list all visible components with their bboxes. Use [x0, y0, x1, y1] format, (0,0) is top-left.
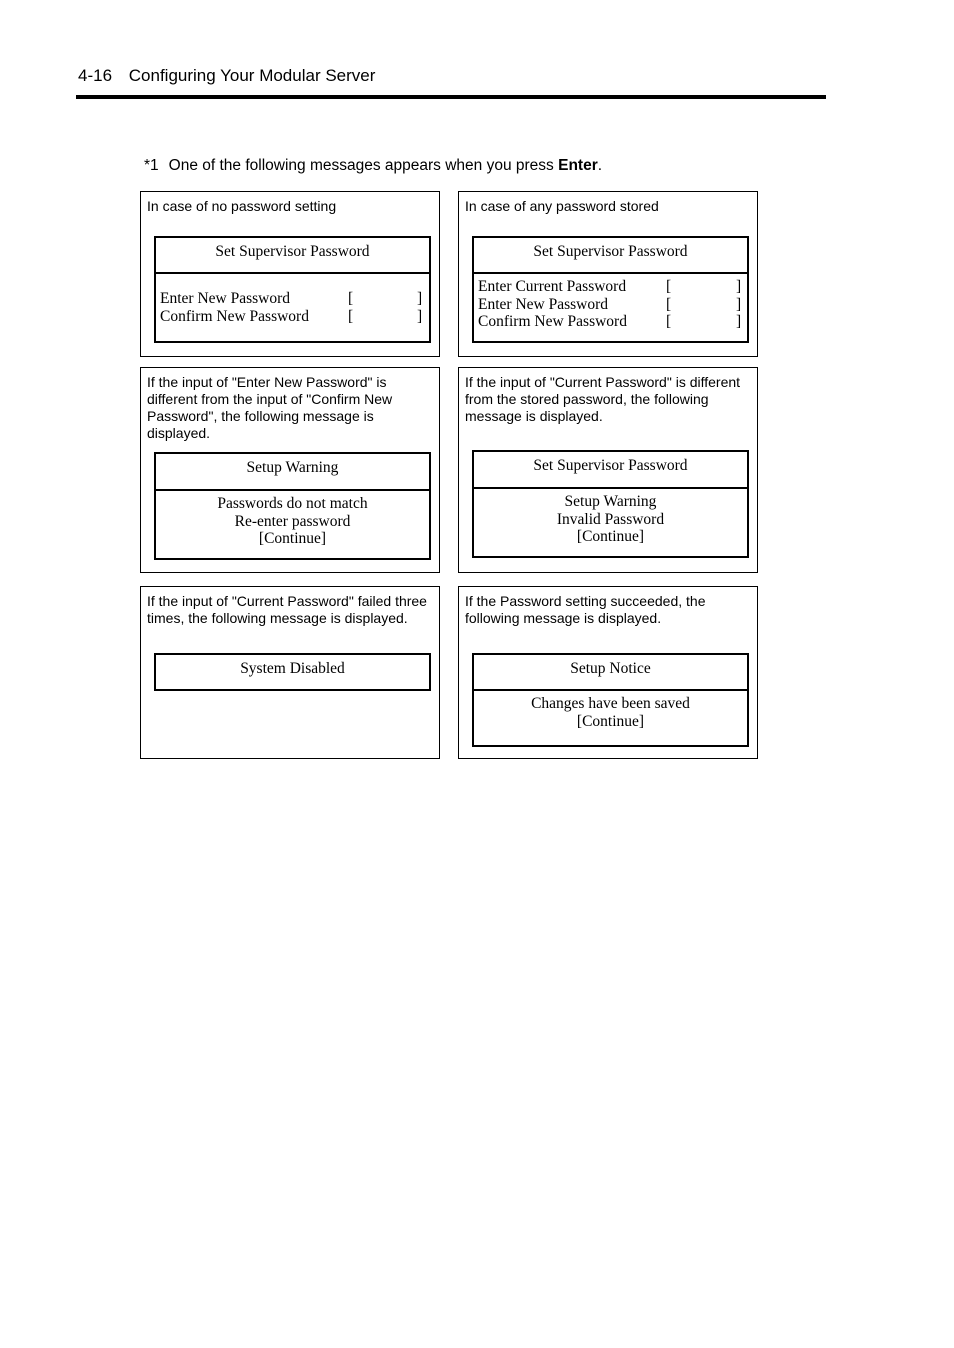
panel-caption: In case of any password stored: [465, 198, 659, 214]
message-line: Changes have been saved: [531, 695, 690, 712]
field-bracket-close: ]: [736, 295, 742, 313]
field-bracket-open: [: [348, 307, 354, 325]
message-line: Re-enter password: [234, 512, 351, 530]
dialog-title: Set Supervisor Password: [156, 238, 429, 274]
header-rule: [76, 95, 826, 99]
field-label: Enter New Password: [160, 290, 291, 307]
enter-key-label: Enter: [558, 157, 598, 174]
field-bracket-open: [: [666, 313, 672, 330]
dialog-title: Setup Notice: [474, 655, 747, 691]
setup-warning-dialog: [154, 452, 431, 560]
field-bracket-open: [: [348, 290, 354, 307]
field-bracket-close: ]: [417, 290, 423, 307]
panel-setting-succeeded: [458, 586, 758, 759]
set-supervisor-password-dialog: [472, 450, 749, 558]
panel-system-disabled: [140, 586, 440, 759]
continue-option[interactable]: [Continue]: [576, 712, 645, 730]
enter-new-password-field[interactable]: [474, 296, 747, 314]
field-bracket-close: ]: [736, 313, 742, 330]
confirm-new-password-field[interactable]: [474, 313, 747, 331]
field-bracket-close: ]: [736, 278, 742, 295]
field-bracket-open: [: [666, 278, 672, 295]
dialog-title: System Disabled: [240, 660, 345, 677]
enter-current-password-field[interactable]: [474, 278, 747, 296]
panel-password-mismatch: [140, 367, 440, 573]
footnote-period: .: [597, 157, 603, 174]
system-disabled-dialog: [154, 653, 431, 691]
panel-caption: If the input of "Current Password" failed three times, the following message is displayed.: [147, 593, 427, 626]
page-number: 4-16: [78, 66, 113, 85]
set-supervisor-password-dialog: [154, 236, 431, 343]
field-bracket-close: ]: [417, 307, 423, 325]
set-supervisor-password-dialog: [472, 236, 749, 343]
panel-invalid-password: [458, 367, 758, 573]
page-header: [78, 66, 375, 86]
enter-new-password-field[interactable]: [156, 290, 429, 308]
panel-password-stored: [458, 191, 758, 357]
dialog-title: Set Supervisor Password: [474, 452, 747, 489]
continue-option[interactable]: [Continue]: [576, 528, 645, 545]
field-label: Enter Current Password: [478, 278, 627, 295]
panel-caption: In case of no password setting: [147, 198, 337, 214]
field-label: Confirm New Password: [478, 313, 627, 330]
panel-caption: If the Password setting succeeded, the following message is displayed.: [465, 593, 706, 626]
field-label: Confirm New Password: [160, 307, 309, 325]
dialog-title: Set Supervisor Password: [474, 238, 747, 274]
confirm-new-password-field[interactable]: [156, 308, 429, 326]
footnote-mark: *1: [144, 157, 159, 174]
dialog-title: Setup Warning: [156, 454, 429, 491]
footnote-intro: [144, 157, 602, 175]
panel-no-password: [140, 191, 440, 357]
panel-caption: If the input of "Current Password" is different from the stored password, the following message is displayed.: [465, 374, 741, 424]
chapter-title: Configuring Your Modular Server: [128, 66, 376, 85]
continue-option[interactable]: [Continue]: [258, 530, 327, 547]
setup-notice-dialog: [472, 653, 749, 747]
message-line: Passwords do not match: [217, 495, 368, 512]
message-line: Invalid Password: [556, 510, 665, 528]
field-bracket-open: [: [666, 295, 672, 313]
footnote-text: One of the following messages appears when you press: [168, 157, 559, 174]
message-line: Setup Warning: [564, 493, 657, 510]
panel-caption: If the input of "Enter New Password" is different from the input of "Confirm New Password", the following message is displayed.: [147, 374, 393, 441]
field-label: Enter New Password: [478, 295, 609, 313]
